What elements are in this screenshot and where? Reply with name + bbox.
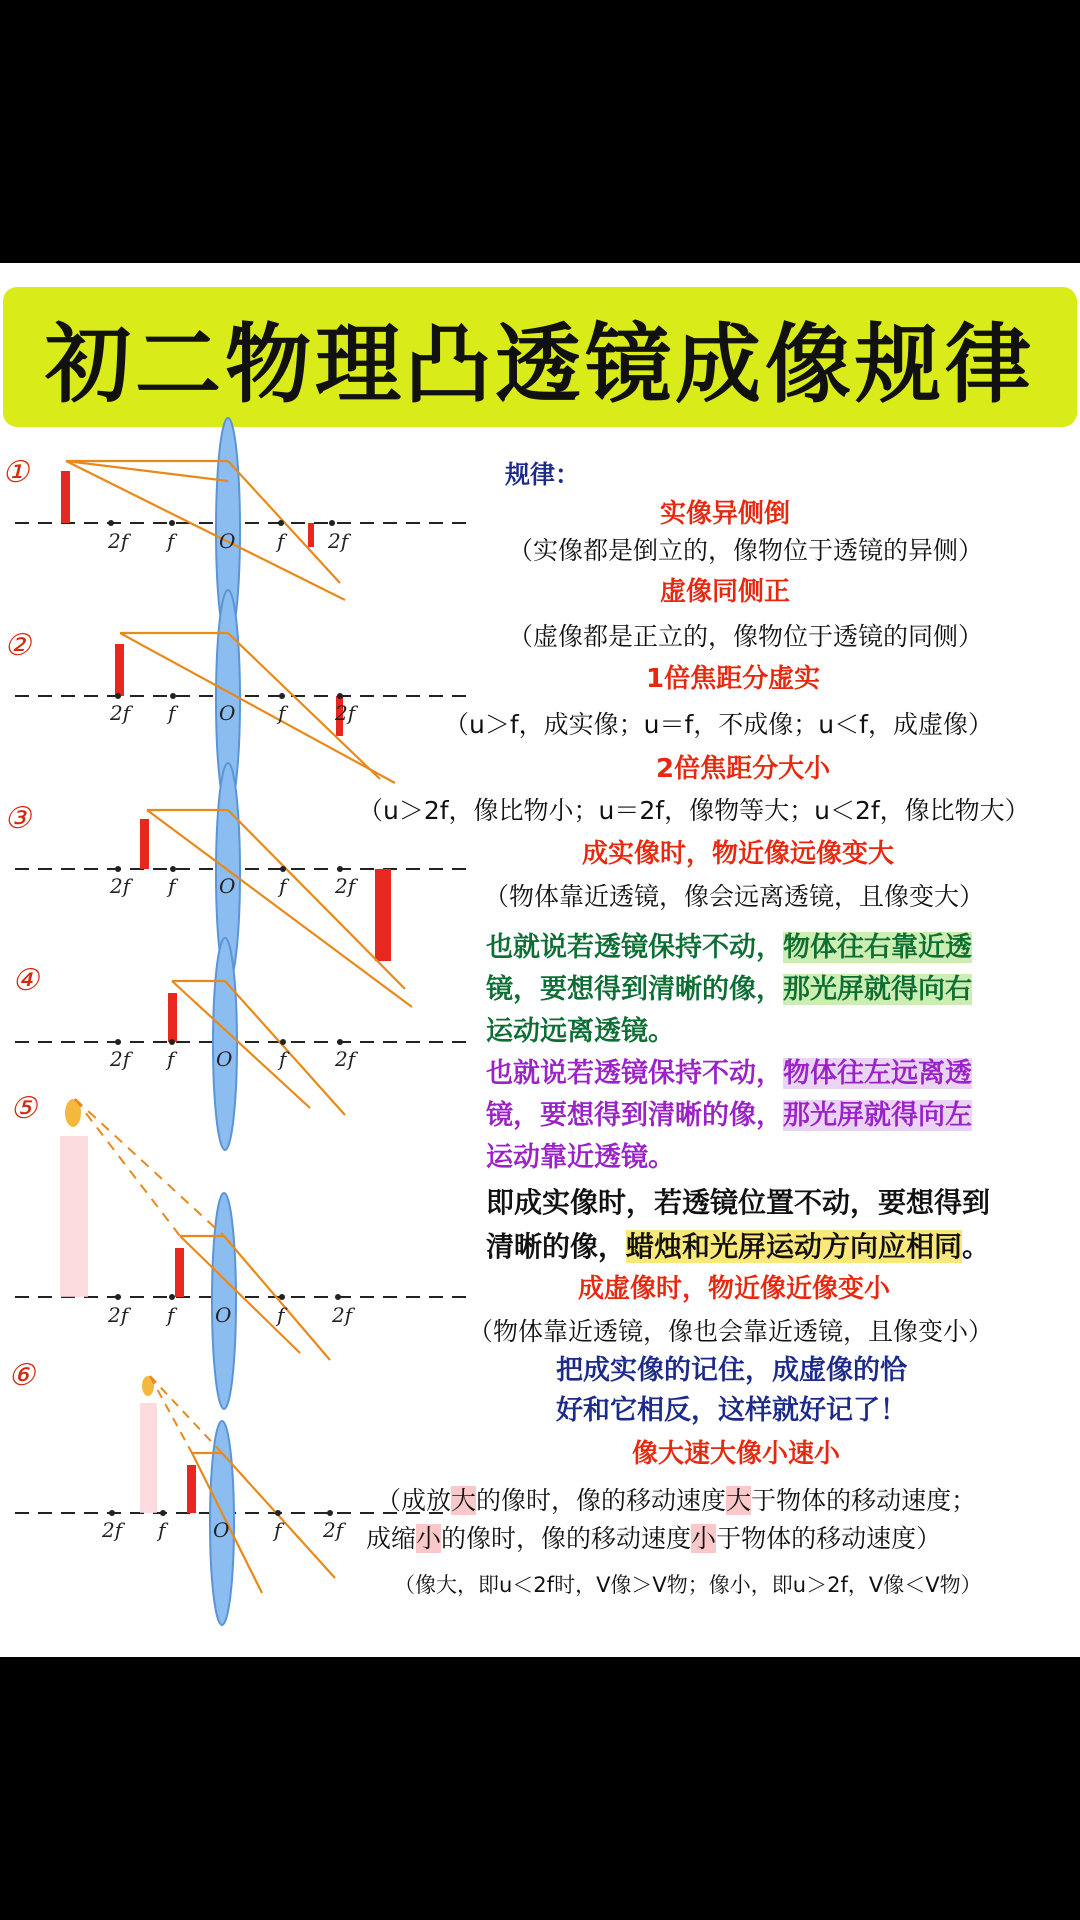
summary-line: 即成实像时，若透镜位置不动，要想得到 bbox=[486, 1186, 991, 1219]
label-2f: 2f bbox=[332, 1303, 353, 1327]
label-f: f bbox=[278, 701, 286, 725]
rule-desc: （物体靠近透镜，像也会靠近透镜，且像变小） bbox=[468, 1317, 994, 1346]
green-note-line bbox=[486, 971, 972, 1009]
label-f: f bbox=[279, 874, 287, 898]
label-o: O bbox=[215, 1303, 232, 1327]
purple-note-text: 镜，要想得到清晰的像， bbox=[486, 1100, 783, 1131]
label-2f: 2f bbox=[335, 1047, 356, 1071]
speed-highlight: 大 bbox=[451, 1486, 477, 1515]
green-note-text: 镜，要想得到清晰的像， bbox=[486, 974, 783, 1005]
label-f: f bbox=[168, 874, 176, 898]
speed-text: （成放 bbox=[376, 1486, 452, 1515]
virtual-ray bbox=[75, 1099, 180, 1236]
rule-desc: （u＞f，成实像；u＝f，不成像；u＜f，成虚像） bbox=[444, 710, 993, 739]
virtual-image-candle bbox=[60, 1136, 88, 1297]
virtual-ray bbox=[75, 1099, 224, 1236]
label-f: f bbox=[168, 701, 176, 725]
green-note-highlight: 物体往右靠近透 bbox=[783, 932, 972, 963]
label-2f: 2f bbox=[102, 1518, 123, 1542]
speed-text: 于物体的移动速度； bbox=[751, 1486, 977, 1515]
rule-title: 虚像同侧正 bbox=[660, 577, 791, 607]
label-2f: 2f bbox=[335, 701, 356, 725]
object-arrow bbox=[168, 993, 177, 1042]
page-title: 初二物理凸透镜成像规律 bbox=[45, 315, 1035, 415]
purple-note-line bbox=[486, 1055, 972, 1093]
summary-text: 清晰的像， bbox=[486, 1230, 627, 1263]
rule-desc: （虚像都是正立的，像物位于透镜的同侧） bbox=[508, 622, 984, 651]
label-2f: 2f bbox=[108, 1303, 129, 1327]
label-2f: 2f bbox=[110, 701, 131, 725]
label-f: f bbox=[158, 1518, 166, 1542]
rule-title: 2倍焦距分大小 bbox=[656, 754, 831, 784]
label-f: f bbox=[279, 1047, 287, 1071]
ray bbox=[66, 461, 228, 481]
diagram-number: ④ bbox=[12, 963, 39, 998]
speed-line bbox=[366, 1523, 941, 1555]
speed-text: 的像时，像的移动速度 bbox=[476, 1486, 727, 1515]
note-sheet bbox=[0, 263, 1080, 1657]
object-arrow bbox=[175, 1248, 184, 1297]
label-2f: 2f bbox=[108, 529, 129, 553]
purple-note-highlight: 物体往左远离透 bbox=[783, 1058, 972, 1089]
speed-highlight: 大 bbox=[726, 1486, 752, 1515]
green-note-line: 运动远离透镜。 bbox=[486, 1016, 675, 1047]
speed-text: 于物体的移动速度） bbox=[716, 1524, 942, 1553]
convex-lens bbox=[213, 938, 237, 1150]
purple-note-text: 也就说若透镜保持不动， bbox=[486, 1058, 783, 1089]
label-f: f bbox=[167, 1303, 175, 1327]
green-note-line bbox=[486, 929, 972, 967]
summary-highlight: 蜡烛和光屏运动方向应相同 bbox=[626, 1230, 963, 1263]
diagram-5 bbox=[15, 1099, 470, 1409]
rule-title: 实像异侧倒 bbox=[660, 499, 791, 529]
speed-text: 成缩 bbox=[366, 1524, 417, 1553]
label-o: O bbox=[216, 1047, 233, 1071]
diagram-number: ⑥ bbox=[8, 1358, 35, 1393]
image-arrow bbox=[308, 523, 314, 547]
green-note-highlight: 那光屏就得向右 bbox=[783, 974, 972, 1005]
label-o: O bbox=[219, 529, 236, 553]
speed-highlight: 小 bbox=[416, 1524, 442, 1553]
speed-text: 的像时，像的移动速度 bbox=[441, 1524, 692, 1553]
speed-highlight: 小 bbox=[691, 1524, 717, 1553]
diagram-2 bbox=[15, 590, 470, 810]
rule-title: 成虚像时，物近像近像变小 bbox=[578, 1274, 891, 1304]
summary-text: 。 bbox=[962, 1230, 991, 1263]
purple-note-line bbox=[486, 1097, 972, 1135]
speed-line bbox=[376, 1485, 976, 1517]
ray bbox=[147, 810, 412, 1007]
object-arrow bbox=[61, 471, 70, 523]
diagram-number: ③ bbox=[4, 801, 31, 836]
label-2f: 2f bbox=[328, 529, 349, 553]
convex-lens bbox=[212, 1193, 236, 1409]
label-f: f bbox=[277, 529, 285, 553]
diagram-number: ② bbox=[4, 628, 31, 663]
label-o: O bbox=[213, 1518, 230, 1542]
memory-tip: 把成实像的记住，成虚像的恰 bbox=[556, 1355, 907, 1386]
rule-desc: （u＞2f，像比物小；u＝2f，像物等大；u＜2f，像比物大） bbox=[358, 796, 1030, 825]
rule-title: 成实像时，物近像远像变大 bbox=[582, 839, 895, 869]
diagram-4 bbox=[15, 938, 470, 1150]
purple-note-line: 运动靠近透镜。 bbox=[486, 1142, 675, 1173]
rule-desc: （实像都是倒立的，像物位于透镜的异侧） bbox=[508, 536, 984, 565]
virtual-ray bbox=[150, 1376, 222, 1453]
notes-heading: 规律： bbox=[505, 460, 581, 489]
rule-title: 1倍焦距分虚实 bbox=[646, 664, 821, 694]
label-2f: 2f bbox=[323, 1518, 344, 1542]
diagram-number: ① bbox=[2, 455, 29, 490]
label-f: f bbox=[277, 1303, 285, 1327]
image-arrow bbox=[375, 869, 391, 961]
label-f: f bbox=[167, 1047, 175, 1071]
label-2f: 2f bbox=[110, 1047, 131, 1071]
label-f: f bbox=[167, 529, 175, 553]
label-f: f bbox=[274, 1518, 282, 1542]
label-2f: 2f bbox=[110, 874, 131, 898]
rule-desc: （物体靠近透镜，像会远离透镜，且像变大） bbox=[484, 882, 985, 911]
label-o: O bbox=[219, 874, 236, 898]
ray bbox=[228, 633, 380, 779]
object-arrow bbox=[140, 819, 149, 869]
object-arrow bbox=[187, 1465, 196, 1513]
green-note-text: 也就说若透镜保持不动， bbox=[486, 932, 783, 963]
summary-line bbox=[486, 1227, 990, 1267]
speed-line: （像大，即u＜2f时，V像＞V物；像小，即u＞2f，V像＜V物） bbox=[394, 1573, 982, 1597]
rule-title: 像大速大像小速小 bbox=[632, 1439, 841, 1469]
virtual-image-candle bbox=[140, 1403, 157, 1513]
object-arrow bbox=[115, 644, 124, 696]
purple-note-highlight: 那光屏就得向左 bbox=[783, 1100, 972, 1131]
label-o: O bbox=[219, 701, 236, 725]
diagram-1 bbox=[15, 418, 470, 642]
memory-tip: 好和它相反，这样就好记了！ bbox=[556, 1395, 907, 1426]
label-2f: 2f bbox=[335, 874, 356, 898]
diagram-number: ⑤ bbox=[10, 1091, 37, 1126]
